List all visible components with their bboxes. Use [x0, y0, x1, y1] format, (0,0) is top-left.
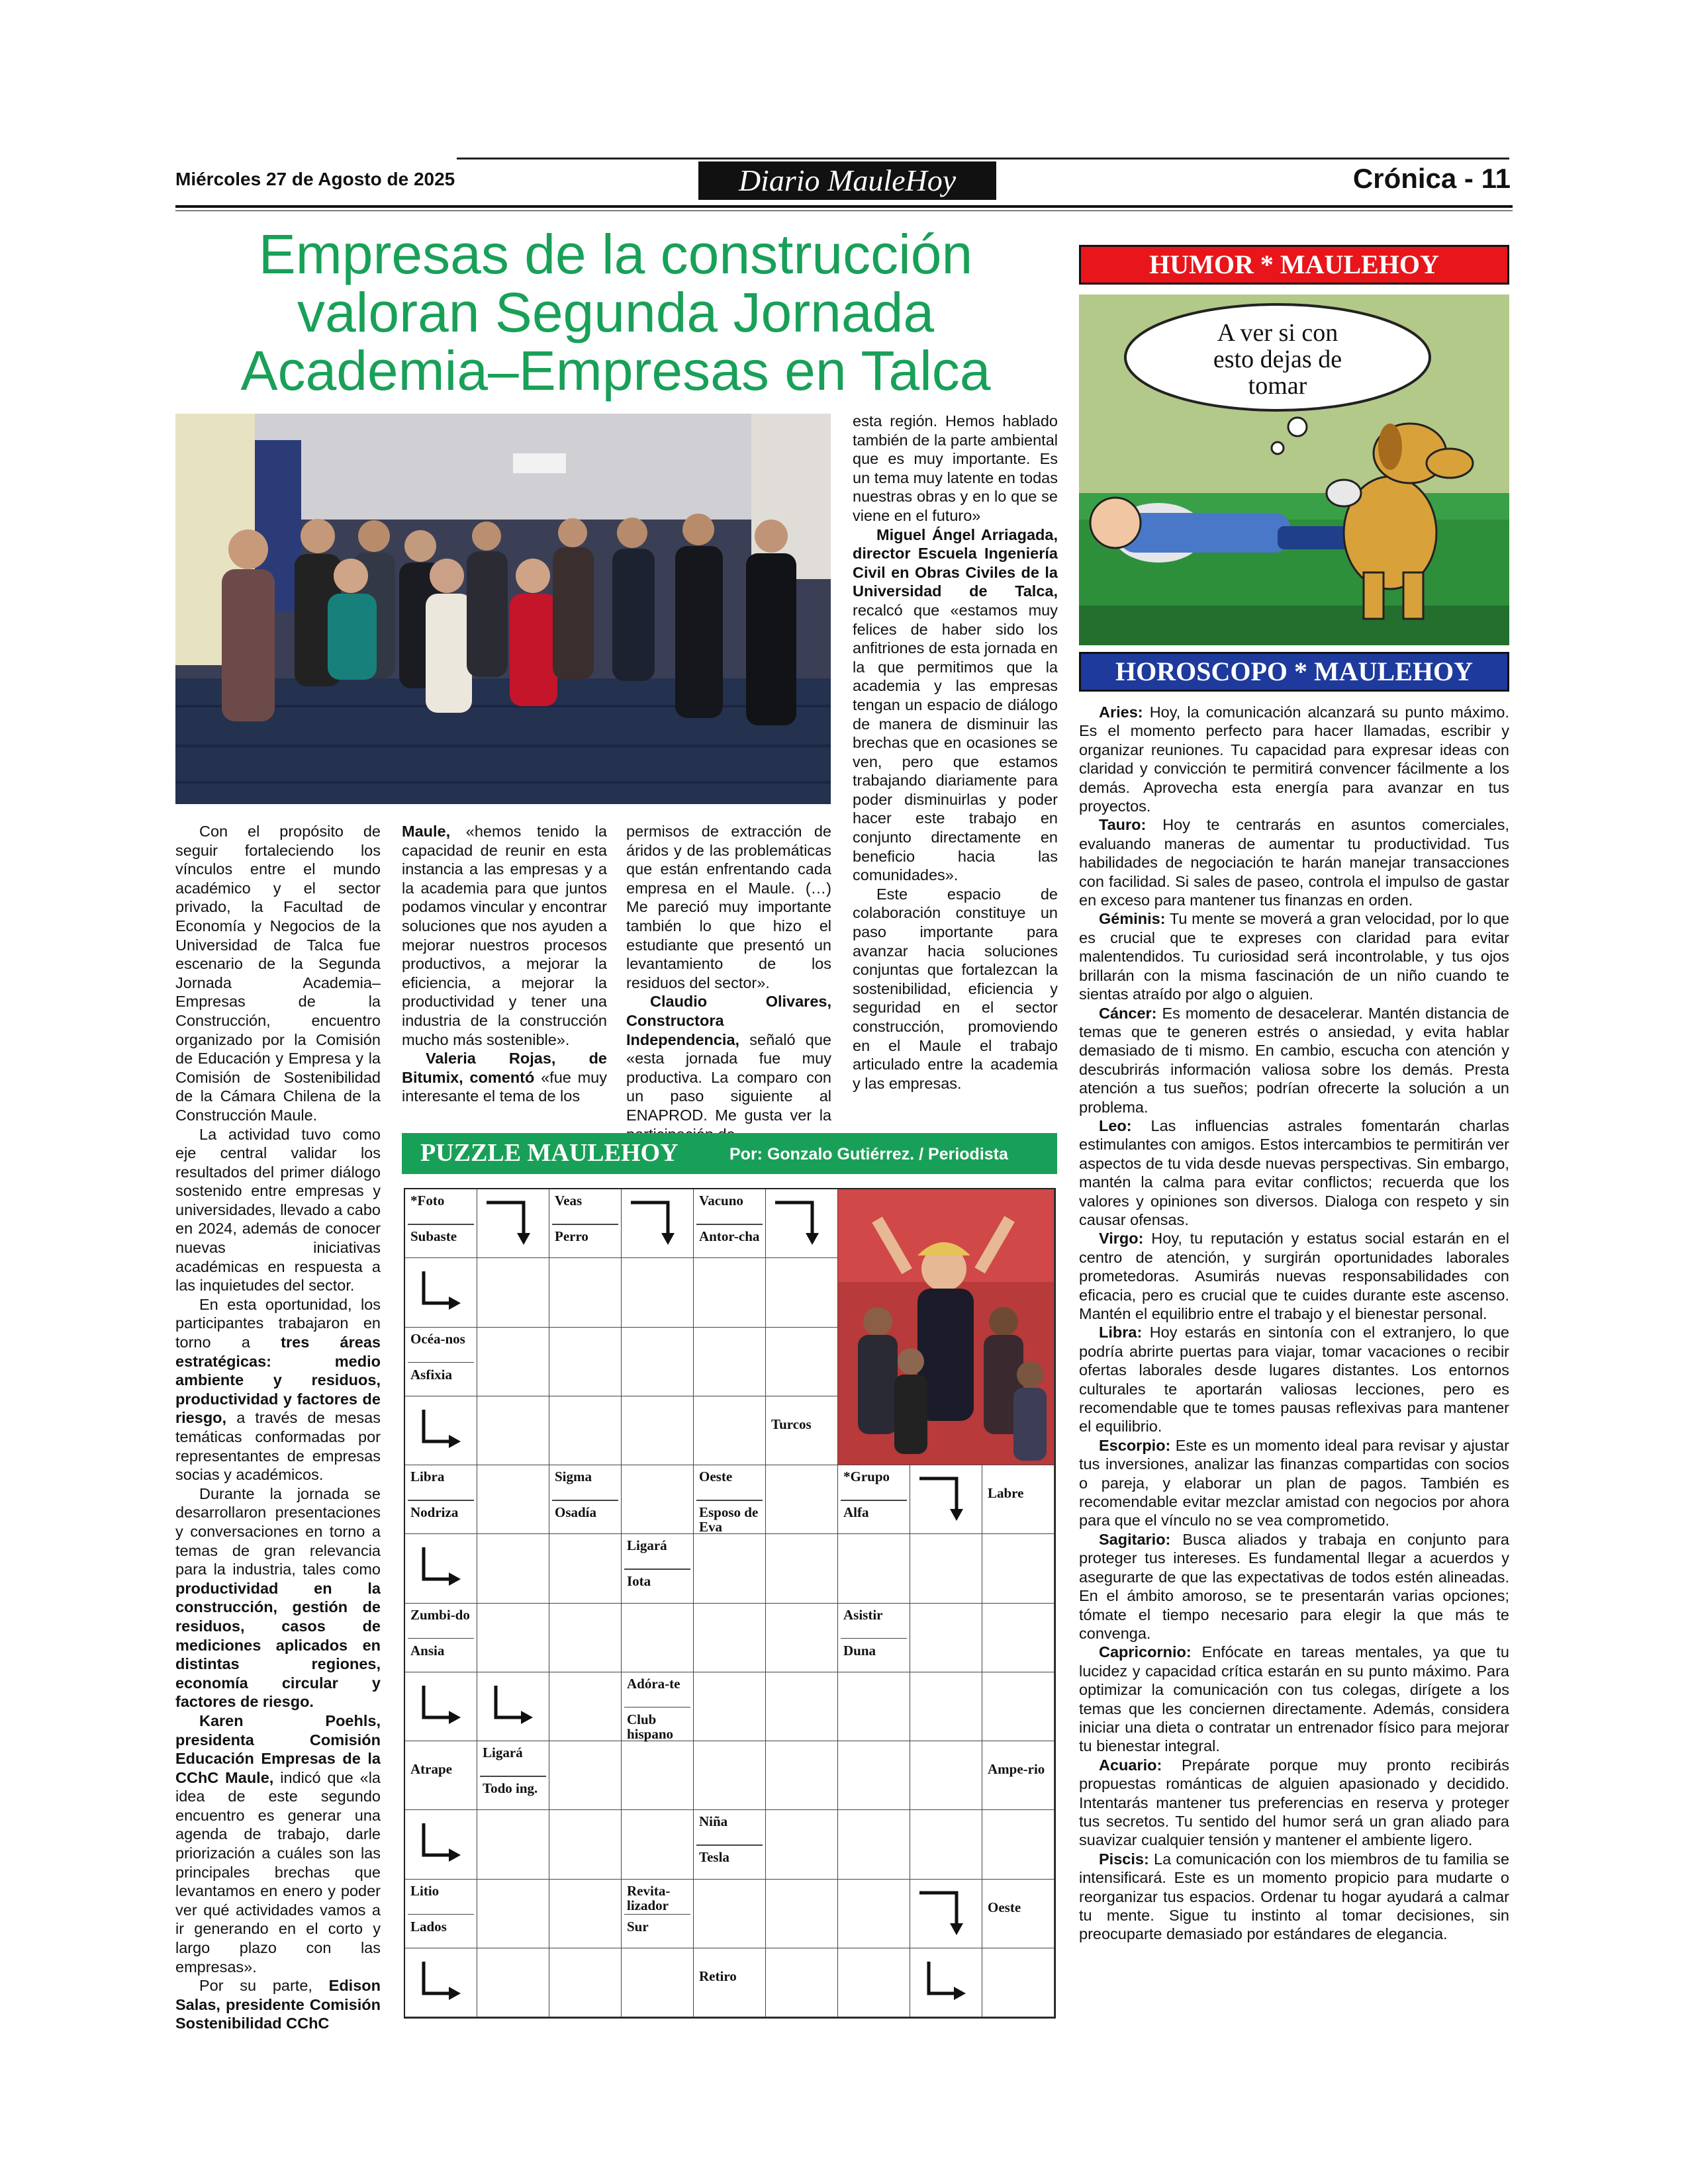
- article-headline: [175, 225, 1056, 400]
- sign-name: Cáncer:: [1099, 1004, 1157, 1022]
- crossword-cell: [982, 1741, 1055, 1810]
- crossword-cell[interactable]: [549, 1672, 622, 1741]
- crossword-cell: [549, 1465, 622, 1534]
- clue-divider: [408, 1638, 474, 1639]
- crossword-clue: Revita-lizador: [627, 1882, 671, 1913]
- horoscope-entry: [1079, 815, 1509, 909]
- crossword-cell[interactable]: [477, 1810, 549, 1879]
- crossword-cell[interactable]: [766, 1258, 838, 1327]
- crossword-cell[interactable]: [838, 1672, 910, 1741]
- crossword-cell: [405, 1810, 477, 1879]
- crossword-clue: Libra: [410, 1469, 445, 1484]
- sign-name: Escorpio:: [1099, 1436, 1171, 1454]
- crossword-cell: [405, 1258, 477, 1327]
- crossword-cell: [694, 1948, 766, 2017]
- article-paragraph: Claudio Olivares, Constructora Independencia, señaló que «esta jornada fue muy productiva. La comparo con un paso siguiente al ENAPROD. Me gusta ver la: [626, 993, 831, 1124]
- article-paragraph: Karen Poehls, presidenta Comisión Educación Empresas de la CChC Maule, indicó que «la idea de este segundo encuentro es generar una agenda de trabajo, darle priorización a cuáles son las principales brechas que levantamos en enero y poder ver qué actividades vamos a ir generando en el corto y largo plazo con las empresas».: [175, 1711, 381, 1976]
- crossword-clue: Atrape: [410, 1761, 452, 1778]
- clue-divider: [408, 1224, 474, 1225]
- crossword-clue: Ansia: [410, 1642, 445, 1659]
- article-group-photo: [175, 414, 831, 804]
- crossword-clue: Ampe-rio: [988, 1761, 1045, 1778]
- article-column-3: [626, 822, 831, 1144]
- group-photo-illustration: [175, 414, 831, 804]
- crossword-clue: Osadía: [555, 1504, 597, 1521]
- article-paragraph: La actividad tuvo como eje central validar los resultados del primer diálogo sostenido entre empresas y universidades, llevado a cabo en 2024, además de conocer nuevas iniciativas académicas en respuesta a las inquietudes del sector.: [175, 1125, 381, 1295]
- clue-divider: [408, 1362, 474, 1363]
- crossword-clue: Sigma: [555, 1469, 592, 1484]
- sign-text: Enfócate en tareas mentales, ya que tu lucidez y capacidad crítica estarán en su punto máximo. Para optimizar la comunicación con tus colegas, dirígete a los temas que les conciernen directamente. Además, considera iniciar una dieta o contratar un entrenador físico para mejorar tu bienestar integral.: [1079, 1643, 1509, 1755]
- crossword-clue: *Foto: [410, 1193, 445, 1208]
- sign-name: Libra:: [1099, 1324, 1143, 1342]
- arrow-right-icon: [405, 1396, 477, 1465]
- horoscope-entry: [1079, 1004, 1509, 1116]
- crossword-cell[interactable]: [766, 1880, 838, 1948]
- crossword-cell: [405, 1534, 477, 1603]
- crossword-cell[interactable]: [694, 1741, 766, 1810]
- sign-text: Busca aliados y trabaja en conjunto para proteger tus intereses. Es fundamental llegar a acuerdos y asegurarte de que las expectativas de todos estén alineadas. En el ámbito amoroso, se te presentarán varias opciones; tómate el tiempo necesario para elegir la que más te convenga.: [1079, 1530, 1509, 1642]
- crossword-cell[interactable]: [766, 1534, 838, 1603]
- clue-divider: [624, 1707, 690, 1708]
- crossword-clue: Iota: [627, 1573, 651, 1590]
- arrow-right-icon: [405, 1672, 477, 1741]
- crossword-cell: [405, 1948, 477, 2017]
- crossword-cell[interactable]: [549, 1328, 622, 1396]
- clue-divider: [696, 1500, 763, 1501]
- issue-date: Miércoles 27 de Agosto de 2025: [175, 169, 455, 189]
- crossword-cell[interactable]: [622, 1810, 694, 1879]
- article-paragraph: Este espacio de colaboración constituye un paso importante para avanzar hacia soluciones conjuntas que fortalezcan la sostenibilidad, eficiencia y seguridad en el sector construcción, promoviendo en el Maule el trabajo articulado entre la academia y las empresas.: [853, 885, 1058, 1092]
- crossword-cell: [910, 1465, 982, 1534]
- crossword-cell[interactable]: [766, 1328, 838, 1396]
- crossword-cell: [549, 1189, 622, 1258]
- crossword-clue: Labre: [988, 1485, 1024, 1502]
- article-column-4: [853, 412, 1058, 1093]
- sign-name: Acuario:: [1099, 1756, 1162, 1774]
- crossword-cell[interactable]: [477, 1880, 549, 1948]
- arrow-right-icon: [477, 1672, 549, 1741]
- crossword-cell[interactable]: [549, 1948, 622, 2017]
- crossword-clue: Niña: [699, 1813, 728, 1830]
- crossword-clue: Oeste: [988, 1899, 1021, 1915]
- header-rule: [175, 205, 1513, 208]
- crossword-cell[interactable]: [982, 1810, 1055, 1879]
- sign-text: Tu mente se moverá a gran velocidad, por lo que es crucial que te expreses con claridad para evitar malentendidos. Tu curiosidad será incontrolable, y tus ojos brillarán con la misma fascinación de un niño cuando te sientas atraído por algo o alguien.: [1079, 910, 1509, 1003]
- crossword-clue: Todo ing.: [483, 1780, 538, 1797]
- clue-divider: [408, 1914, 474, 1915]
- arrow-right-icon: [405, 1948, 477, 2017]
- crossword-grid: [404, 1188, 1056, 2019]
- crossword-cell[interactable]: [982, 1534, 1055, 1603]
- crossword-cell: [766, 1189, 838, 1258]
- sign-text: Hoy te centrarás en asuntos comerciales, evaluando maneras de aumentar tu productividad. Tus habilidades de negociación te harán manejar transacciones con facilidad. Si sales de paseo, controla el impulso de gastar en exceso para mantener tus finanzas en orden.: [1079, 816, 1510, 909]
- section-page-label: Crónica - 11: [1352, 163, 1511, 194]
- article-paragraph: Miguel Ángel Arriagada, director Escuela Ingeniería Civil en Obras Civiles de la Universidad de Talca, recalcó que «estamos muy felices de haber sido los anfitriones de esta jornada en la que permitimos que la academia y las empresas tengan un espacio de diálogo de manera de disminuir las brechas que en ocasiones se ven, pero que estamos trabajando diariamente para poder disminuirlas y poder hacer este trabajo en conjunto directamente en beneficio hacia las comunidades».: [853, 525, 1058, 884]
- sign-text: Es momento de desacelerar. Mantén distancia de temas que te generen estrés o ansiedad, y evita hablar demasiado de ti mismo. En cambio, escucha con atención y descubrirás información valiosa sobre los demás. Presta atención a tus sueños; podrían ofrecerte la solución a un problema.: [1079, 1004, 1509, 1116]
- article-column-1: [175, 822, 381, 2033]
- sign-name: Sagitario:: [1099, 1530, 1171, 1548]
- sign-name: Virgo:: [1099, 1230, 1144, 1248]
- horoscope-entry: [1079, 703, 1509, 815]
- crossword-cell: [622, 1534, 694, 1603]
- article-paragraph: permisos de extracción de áridos y de las problemáticas que están enfrentando cada empresa en el Maule. (…) Me pareció muy importante también lo que hizo el estudiante que presentó un levantamiento de los residuos del sector».: [626, 823, 831, 991]
- crossword-cell[interactable]: [694, 1534, 766, 1603]
- arrow-right-icon: [405, 1810, 477, 1879]
- crossword-cell[interactable]: [982, 1948, 1055, 2017]
- headline-line: valoran Segunda Jornada: [297, 281, 935, 343]
- header-top-rule: [457, 158, 1509, 159]
- article-paragraph: Por su parte, Edison Salas, presidente Comisión Sostenibilidad CChC: [175, 1977, 381, 2032]
- crossword-cell[interactable]: [766, 1948, 838, 2017]
- horoscope-entry: [1079, 1436, 1509, 1530]
- crossword-cell[interactable]: [838, 1810, 910, 1879]
- crossword-cell[interactable]: [549, 1396, 622, 1465]
- crossword-clue: Adóra-te: [627, 1675, 680, 1692]
- crossword-cell[interactable]: [477, 1604, 549, 1672]
- crossword-cell: [982, 1465, 1055, 1534]
- puzzle-author: Por: Gonzalo Gutiérrez. / Periodista: [729, 1145, 1008, 1163]
- horoscope-entry: [1079, 1323, 1509, 1435]
- article-paragraph: En esta oportunidad, los participantes trabajaron en torno a tres áreas estratégicas: medio ambiente y residuos, productividad y factores de riesgo, a través de mesas temáticas conformadas por representantes de empresas socias y académicos.: [175, 1295, 381, 1484]
- article-column-2: [402, 822, 607, 1106]
- crossword-cell: [405, 1672, 477, 1741]
- crossword-clue: Tesla: [699, 1849, 729, 1866]
- article-paragraph: Con el propósito de seguir fortaleciendo los vínculos entre el mundo académico y el sector privado, la Facultad de Economía y Negocios de la Universidad de Talca fue escenario de la Segunda Jornada Academia–Empresas de la Construcción, encuentro organizado por la Comisión de Educación y Empresa y la Comisión de Sostenibilidad de la Cámara Chilena de la Construcción Maule.: [175, 823, 381, 1124]
- crossword-clue: Turcos: [771, 1416, 812, 1433]
- crossword-cell[interactable]: [766, 1741, 838, 1810]
- crossword-cell: [405, 1328, 477, 1396]
- crossword-clue: Océa-nos: [410, 1330, 465, 1347]
- crossword-cell: [838, 1604, 910, 1672]
- puzzle-banner: [402, 1133, 1057, 1174]
- horoscope-entry: [1079, 1116, 1509, 1229]
- arrow-down-icon: [766, 1189, 838, 1258]
- sign-name: Piscis:: [1099, 1850, 1149, 1868]
- clue-divider: [841, 1500, 907, 1501]
- crossword-clue: Retiro: [699, 1968, 737, 1985]
- crossword-cell[interactable]: [477, 1948, 549, 2017]
- horoscope-entry: [1079, 909, 1509, 1003]
- sign-name: Tauro:: [1099, 816, 1147, 834]
- crossword-cell: [405, 1396, 477, 1465]
- crossword-clue: Asistir: [843, 1606, 883, 1623]
- crossword-cell[interactable]: [477, 1258, 549, 1327]
- crossword-clue: Oeste: [699, 1469, 733, 1484]
- crossword-cell: [477, 1741, 549, 1810]
- crossword-cell: [405, 1604, 477, 1672]
- headline-line: Academia–Empresas en Talca: [240, 340, 991, 402]
- band-photo-illustration: [838, 1189, 1055, 1465]
- crossword-cell[interactable]: [910, 1741, 982, 1810]
- sign-name: Capricornio:: [1099, 1643, 1192, 1661]
- arrow-down-icon: [477, 1189, 549, 1258]
- sign-name: Géminis:: [1099, 910, 1166, 928]
- crossword-cell: [766, 1396, 838, 1465]
- newspaper-logo: Diario MauleHoy: [698, 161, 996, 200]
- puzzle-title: PUZZLE MAULEHOY: [420, 1139, 679, 1167]
- crossword-clue: *Grupo: [843, 1469, 890, 1484]
- sign-name: Aries:: [1099, 704, 1143, 721]
- clue-divider: [624, 1569, 690, 1570]
- speech-bubble-line: A ver si con: [1217, 319, 1338, 347]
- crossword-cell[interactable]: [982, 1672, 1055, 1741]
- crossword-cell[interactable]: [766, 1465, 838, 1534]
- crossword-cell: [405, 1189, 477, 1258]
- crossword-cell: [694, 1465, 766, 1534]
- crossword-cell[interactable]: [838, 1880, 910, 1948]
- crossword-cell: [622, 1672, 694, 1741]
- article-paragraph: esta región. Hemos hablado también de la parte ambiental que es muy importante. Es un tema muy latente en todas nuestras obras y en lo que se viene en el futuro»: [853, 412, 1058, 524]
- crossword-cell[interactable]: [694, 1672, 766, 1741]
- crossword-cell[interactable]: [838, 1741, 910, 1810]
- crossword-cell[interactable]: [766, 1604, 838, 1672]
- crossword-clue: Sur: [627, 1918, 649, 1934]
- crossword-clue: Alfa: [843, 1504, 869, 1521]
- crossword-cell[interactable]: [622, 1741, 694, 1810]
- headline-line: Empresas de la construcción: [258, 223, 973, 285]
- arrow-right-icon: [910, 1948, 982, 2017]
- crossword-cell: [477, 1672, 549, 1741]
- crossword-cell[interactable]: [910, 1534, 982, 1603]
- sign-text: Prepárate porque muy pronto recibirás propuestas románticas de alguien apasionado y decidido. Intentarás mantener tus preferencias en reserva y proteger tus secretos. Tu sentido del humor será un gran aliado para suavizar cualquier tensión y mantener el ambiente ligero.: [1079, 1756, 1510, 1849]
- arrow-down-icon: [910, 1465, 982, 1534]
- speech-bubble-line: tomar: [1248, 372, 1307, 400]
- horoscope-entry: [1079, 1850, 1509, 1944]
- crossword-cell[interactable]: [694, 1604, 766, 1672]
- arrow-down-icon: [910, 1880, 982, 1948]
- crossword-cell: [405, 1880, 477, 1948]
- clue-divider: [841, 1638, 907, 1639]
- clue-divider: [552, 1500, 618, 1501]
- crossword-clue: Asfixia: [410, 1366, 452, 1383]
- clue-divider: [696, 1224, 763, 1225]
- crossword-cell[interactable]: [549, 1534, 622, 1603]
- crossword-cell: [405, 1465, 477, 1534]
- article-paragraph: Valeria Rojas, de Bitumix, comentó «fue muy interesante el tema de los: [402, 1050, 607, 1105]
- crossword-clue: Lados: [410, 1918, 447, 1934]
- header-rule-thin: [175, 210, 1513, 211]
- crossword-cell[interactable]: [838, 1534, 910, 1603]
- crossword-clue: Esposo de Eva: [699, 1504, 759, 1535]
- crossword-cell[interactable]: [477, 1396, 549, 1465]
- cartoon-illustration: [1079, 295, 1509, 645]
- crossword-cell[interactable]: [694, 1258, 766, 1327]
- crossword-cell: [405, 1741, 477, 1810]
- crossword-cell: [622, 1880, 694, 1948]
- humor-banner: HUMOR * MAULEHOY: [1079, 245, 1509, 285]
- horoscope-entry: [1079, 1229, 1509, 1323]
- clue-divider: [624, 1914, 690, 1915]
- crossword-clue: Subaste: [410, 1228, 457, 1245]
- horoscope-entry: [1079, 1643, 1509, 1755]
- crossword-cell[interactable]: [477, 1465, 549, 1534]
- humor-cartoon: [1079, 295, 1509, 645]
- arrow-right-icon: [405, 1258, 477, 1327]
- crossword-clue: Litio: [410, 1882, 440, 1899]
- crossword-clue: Veas: [555, 1193, 583, 1208]
- clue-divider: [696, 1844, 763, 1846]
- crossword-cell[interactable]: [910, 1604, 982, 1672]
- crossword-cell[interactable]: [549, 1604, 622, 1672]
- crossword-cell[interactable]: [766, 1672, 838, 1741]
- crossword-cell[interactable]: [549, 1810, 622, 1879]
- crossword-cell[interactable]: [477, 1328, 549, 1396]
- horoscope-entry: [1079, 1756, 1509, 1850]
- sign-text: Hoy, tu reputación y estatus social estarán en el centro de atención, y surgirán oportunidades laborales prometedoras. Asumirás nuevas responsabilidades con eficacia, pero es crucial que te cuides durante este ascenso. Mantén el equilibrio entre el trabajo y el bienestar personal.: [1079, 1230, 1510, 1322]
- sign-text: Hoy estarás en sintonía con el extranjero, lo que podría abrirte puertas para viajar, tomar vacaciones o recibir ofertas laborales desde lugares distantes. Los entornos culturales te aportarán valiosas lecciones, pero es recomendable que te tomes pausas reflexivas para mantener el equilibrio.: [1079, 1324, 1509, 1435]
- horoscope-banner: HOROSCOPO * MAULEHOY: [1079, 652, 1509, 692]
- crossword-cell[interactable]: [549, 1258, 622, 1327]
- crossword-cell[interactable]: [622, 1258, 694, 1327]
- crossword-clue: Antor-cha: [699, 1228, 760, 1245]
- crossword-clue: Ligará: [483, 1745, 523, 1760]
- article-paragraph: Maule, «hemos tenido la capacidad de reunir en esta instancia a las empresas y a la academia para que juntos podamos vincular y encontrar soluciones que nos ayuden a mejorar nuestros procesos productivos, a mejorar la eficiencia, a mejorar la productividad y tener una industria de la construcción mucho más sostenible».: [402, 823, 607, 1048]
- article-paragraph: Durante la jornada se desarrollaron presentaciones y conversaciones en torno a temas de gran relevancia para la industria, tales como productividad en la construcción, gestión de residuos, casos de mediciones aplicados en distintas regiones, economía circular y factores de riesgo.: [175, 1484, 381, 1711]
- arrow-down-icon: [622, 1189, 694, 1258]
- crossword-cell[interactable]: [910, 1810, 982, 1879]
- sign-text: Hoy, la comunicación alcanzará su punto máximo. Es el momento perfecto para hacer llamadas, escribir y organizar reuniones. Tu capacidad para expresar ideas con claridad y convicción te permitirá convencer fácilmente a los demás. Aprovecha esta energía para avanzar en tus proyectos.: [1079, 704, 1509, 815]
- crossword-clue: Perro: [555, 1228, 588, 1245]
- sign-name: Leo:: [1099, 1116, 1132, 1134]
- crossword-cell: [838, 1465, 910, 1534]
- crossword-cell[interactable]: [910, 1672, 982, 1741]
- crossword-cell[interactable]: [766, 1810, 838, 1879]
- crossword-cell[interactable]: [694, 1880, 766, 1948]
- crossword-cell[interactable]: [982, 1604, 1055, 1672]
- crossword-cell[interactable]: [549, 1880, 622, 1948]
- sign-text: Las influencias astrales fomentarán charlas estimulantes con amigos. Estos intercambios te permitirán ver aspectos de tu vida desde nuevas perspectivas. Sin embargo, mantén la calma para evitar conflictos; recuerda que los valores y opiniones son diversos. Dialoga con respeto y sin causar ofensas.: [1079, 1116, 1510, 1228]
- crossword-cell[interactable]: [838, 1948, 910, 2017]
- horoscope-list: [1079, 703, 1509, 1944]
- crossword-cell: [622, 1189, 694, 1258]
- clue-divider: [408, 1500, 474, 1501]
- clue-divider: [480, 1776, 546, 1777]
- crossword-cell[interactable]: [622, 1465, 694, 1534]
- crossword-clue: Nodriza: [410, 1504, 459, 1521]
- crossword-clue: Zumbi-do: [410, 1606, 470, 1623]
- crossword-cell[interactable]: [622, 1328, 694, 1396]
- arrow-right-icon: [405, 1534, 477, 1603]
- crossword-cell: [694, 1189, 766, 1258]
- crossword-cell: [477, 1189, 549, 1258]
- puzzle-band-photo: [838, 1189, 1055, 1465]
- sign-text: Este es un momento ideal para revisar y ajustar tus inversiones, analizar las finanzas compartidas con socios o pareja, y elaborar un plan de pagos. También es recomendable evitar mezclar amistad con negocios por ahora para que el vínculo no se vea comprometido.: [1079, 1436, 1510, 1529]
- crossword-clue: Vacuno: [699, 1193, 743, 1208]
- crossword-cell: [694, 1810, 766, 1879]
- crossword-cell[interactable]: [549, 1741, 622, 1810]
- crossword-cell[interactable]: [694, 1328, 766, 1396]
- crossword-cell: [910, 1880, 982, 1948]
- crossword-cell: [910, 1948, 982, 2017]
- crossword-clue: Ligará: [627, 1537, 667, 1554]
- crossword-cell[interactable]: [622, 1396, 694, 1465]
- crossword-clue: Club hispano: [627, 1711, 674, 1742]
- sign-text: La comunicación con los miembros de tu familia se intensificará. Este es un momento propicio para mudarte o reorganizar tus espacios. Ordenar tu hogar ayudará a calmar tu mente. Sigue tu instinto al tomar decisiones, sin preocuparte demasiado por estándares de elegancia.: [1079, 1850, 1510, 1943]
- crossword-cell[interactable]: [477, 1534, 549, 1603]
- crossword-cell[interactable]: [622, 1604, 694, 1672]
- crossword-clue: Duna: [843, 1642, 876, 1659]
- clue-divider: [552, 1224, 618, 1225]
- crossword-cell[interactable]: [694, 1396, 766, 1465]
- crossword-cell[interactable]: [622, 1948, 694, 2017]
- horoscope-entry: [1079, 1530, 1509, 1643]
- crossword-cell: [982, 1880, 1055, 1948]
- speech-bubble-line: esto dejas de: [1213, 345, 1342, 373]
